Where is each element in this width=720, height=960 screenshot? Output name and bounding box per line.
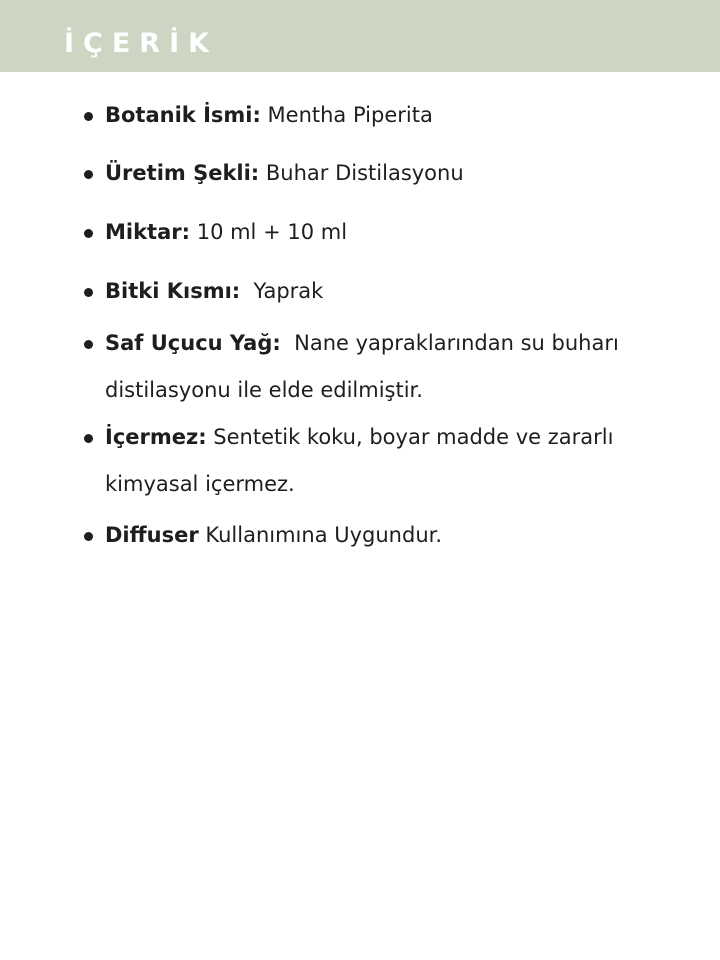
item-label: Bitki Kısmı: — [105, 279, 241, 303]
bullet-icon — [84, 340, 93, 349]
list-item-text — [105, 268, 665, 315]
item-label: İçermez: — [105, 425, 207, 449]
bullet-icon — [84, 170, 93, 179]
item-value: Mentha Piperita — [260, 103, 433, 127]
item-value-continuation: distilasyonu ile elde edilmiştir. — [105, 378, 423, 402]
bullet-icon — [84, 229, 93, 238]
item-label: Üretim Şekli: — [105, 161, 260, 185]
header-band — [0, 0, 720, 72]
bullet-icon — [84, 288, 93, 297]
item-value: Nane yapraklarından su buharı — [280, 331, 619, 355]
list-item-text — [105, 92, 665, 139]
page-title: İÇERİK — [64, 28, 219, 59]
list-item-text — [105, 150, 665, 197]
list-item-text — [105, 414, 665, 508]
list-item-text — [105, 320, 665, 414]
bullet-icon — [84, 532, 93, 541]
item-value: 10 ml + 10 ml — [190, 220, 348, 244]
item-label: Botanik İsmi: — [105, 103, 261, 127]
item-label: Miktar: — [105, 220, 191, 244]
item-value: Sentetik koku, boyar madde ve zararlı — [206, 425, 614, 449]
item-value: Buhar Distilasyonu — [259, 161, 464, 185]
list-item-text — [105, 209, 665, 256]
item-label: Saf Uçucu Yağ: — [105, 331, 281, 355]
item-label: Diffuser — [105, 523, 199, 547]
item-value: Yaprak — [240, 279, 324, 303]
item-value-continuation: kimyasal içermez. — [105, 472, 295, 496]
bullet-icon — [84, 434, 93, 443]
item-value: Kullanımına Uygundur. — [198, 523, 443, 547]
bullet-icon — [84, 112, 93, 121]
list-item-text — [105, 512, 665, 559]
